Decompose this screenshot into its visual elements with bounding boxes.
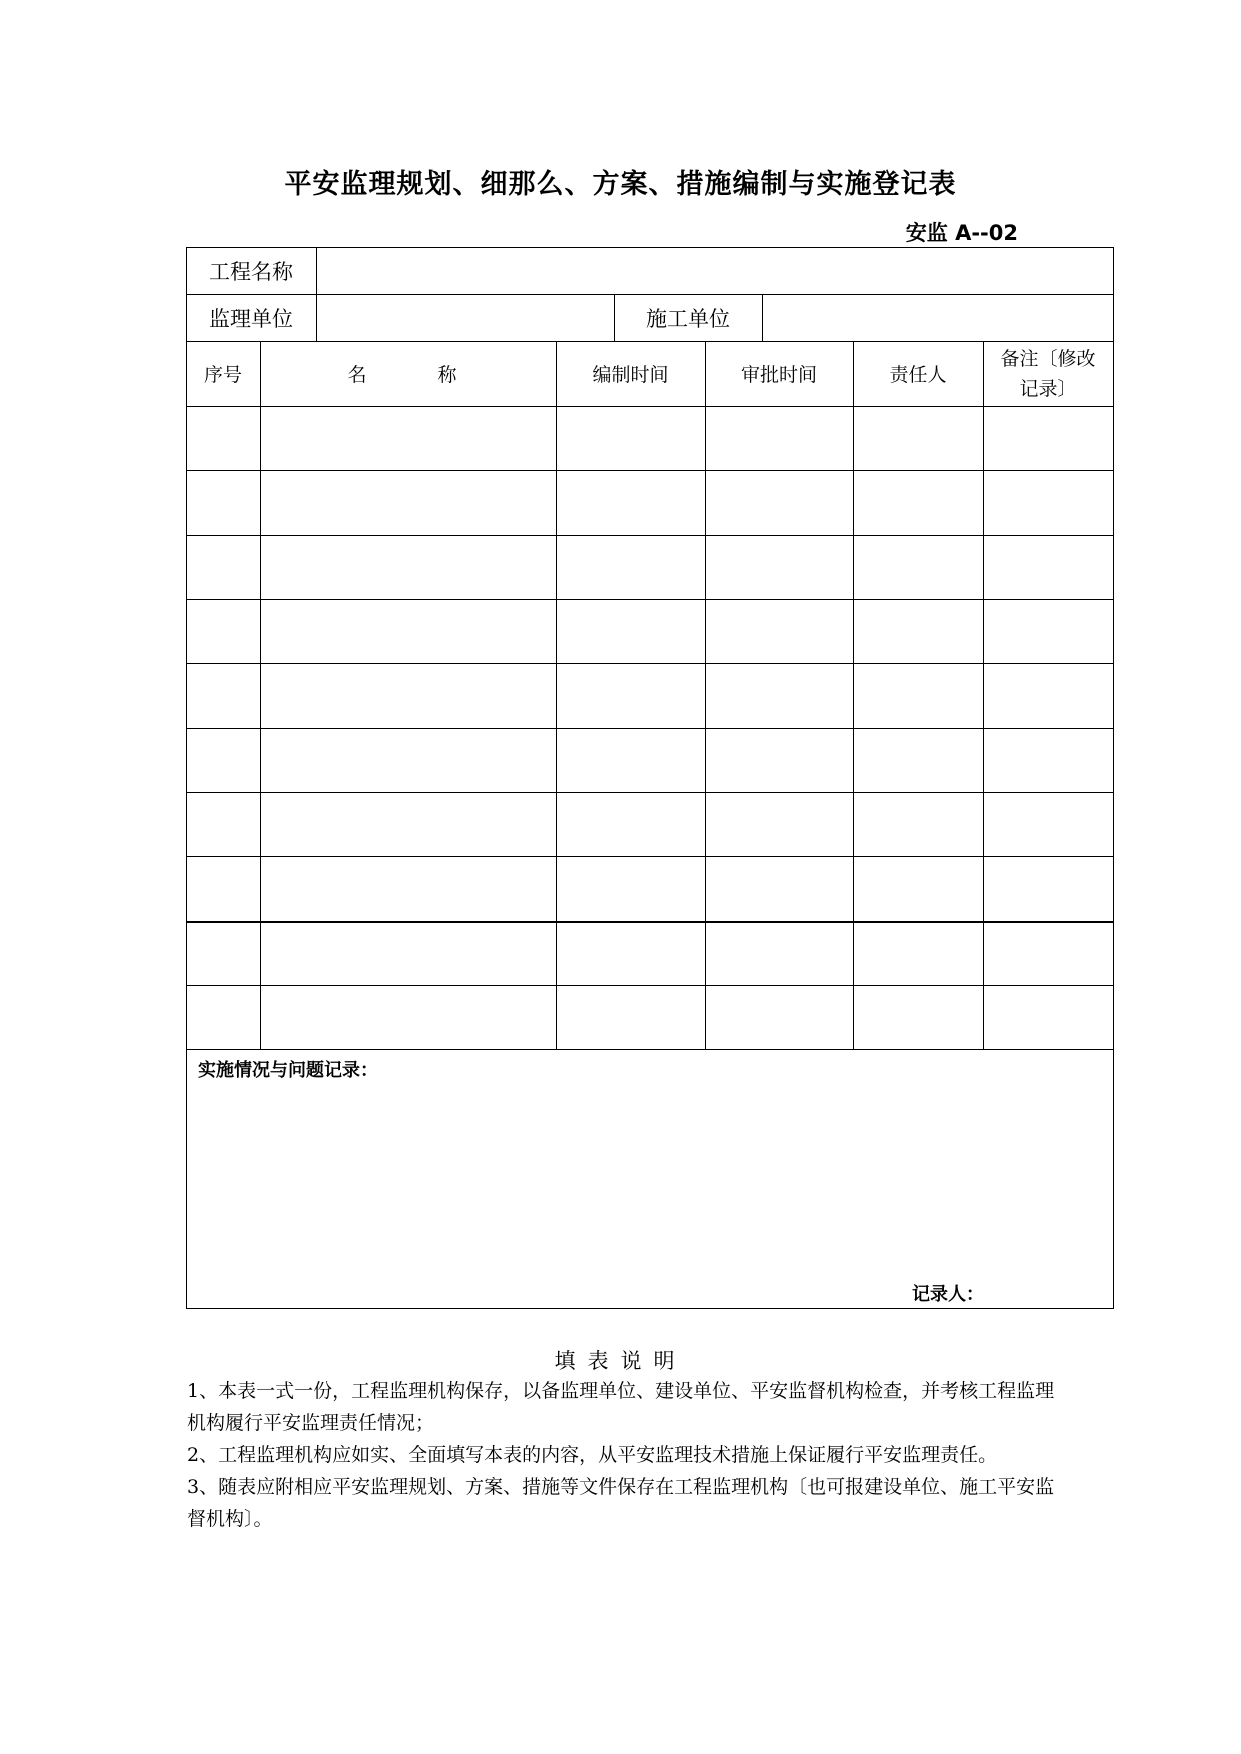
register-table [186,247,1114,1309]
construction-unit-field[interactable] [763,294,1113,341]
header-remarks-line1: 备注〔修改 [1000,347,1096,370]
instruction-item: 2、工程监理机构应如实、全面填写本表的内容，从平安监理技术措施上保证履行平安监理责任。 [187,1444,998,1466]
project-name-field[interactable] [317,247,1113,294]
instruction-item: 3、随表应附相应平安监理规划、方案、措施等文件保存在工程监理机构〔也可报建设单位、施工平安监督机构〕。 [187,1476,1055,1530]
header-name-part1: 名 [347,364,367,386]
header-remarks-line2: 记录〕 [1019,377,1077,400]
supervision-unit-label: 监理单位 [209,306,293,331]
construction-unit-label: 施工单位 [646,306,730,331]
header-responsible: 责任人 [889,364,947,386]
header-remarks [983,341,1113,406]
project-name-label: 工程名称 [209,259,293,284]
header-prepared-time: 编制时间 [592,364,669,386]
form-code: 安监 A--02 [905,221,1018,245]
recorder-label: 记录人： [912,1284,984,1305]
instruction-item: 1、本表一式一份，工程监理机构保存，以备监理单位、建设单位、平安监督机构检查，并考核工程监理机构履行平安监理责任情况； [187,1380,1055,1434]
header-approved-time: 审批时间 [740,364,817,386]
instructions-title: 填表说明 [554,1349,687,1373]
notes-label: 实施情况与问题记录： [198,1060,378,1081]
supervision-unit-field[interactable] [317,294,614,341]
header-name-part2: 称 [437,364,457,386]
instructions-body [187,1375,1057,1535]
header-seq: 序号 [203,364,242,386]
document-title: 平安监理规划、细那么、方案、措施编制与实施登记表 [284,169,957,200]
